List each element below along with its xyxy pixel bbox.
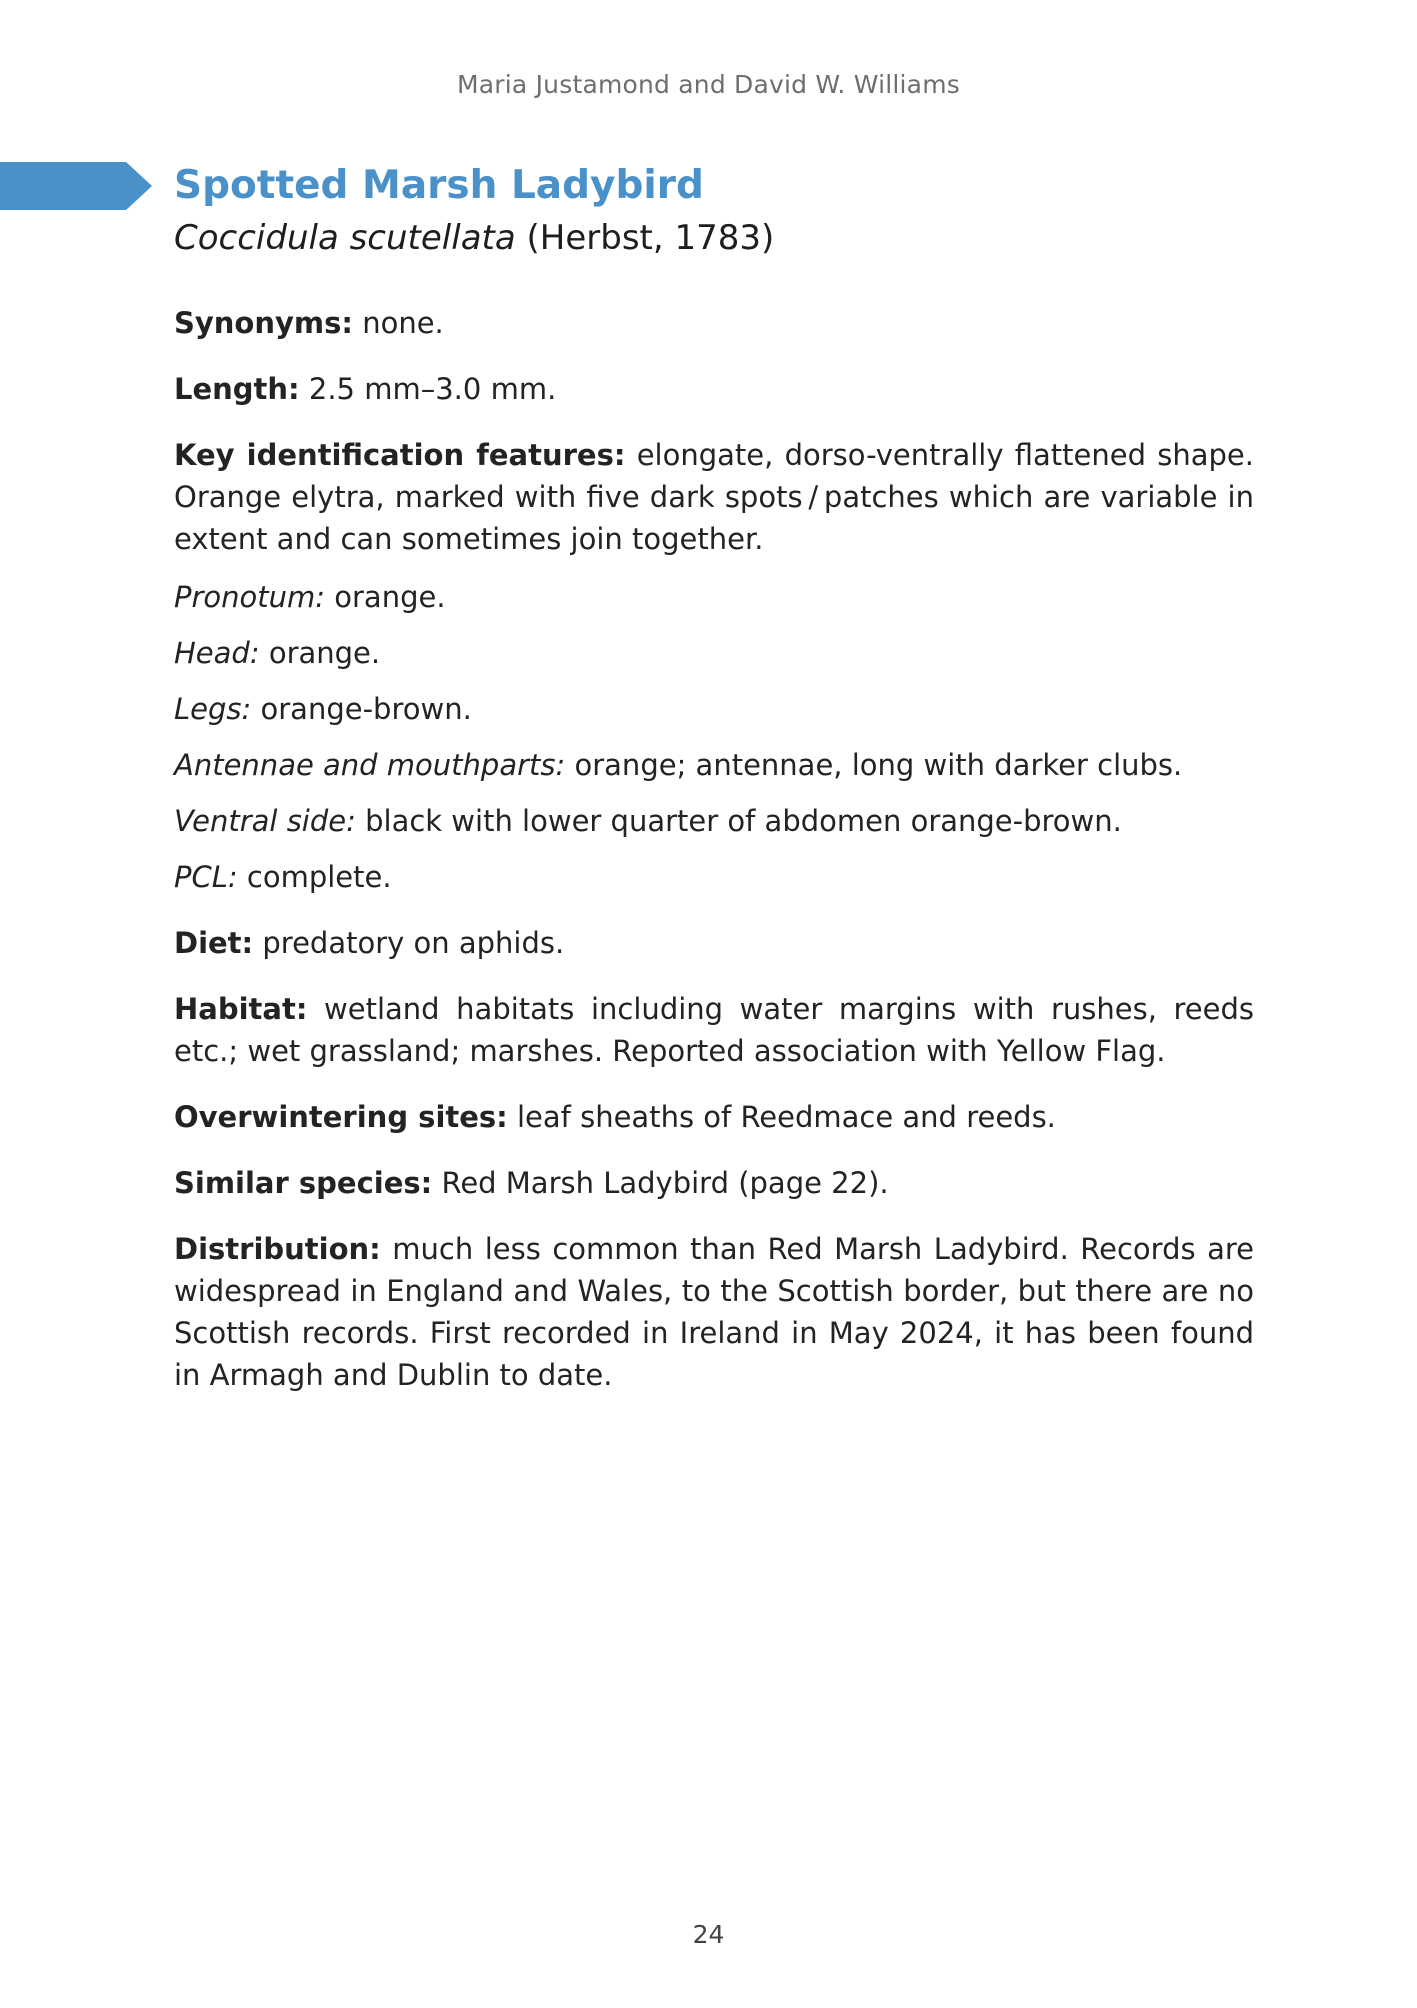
diet-label: Diet:	[174, 926, 254, 960]
ventral-side-entry	[174, 800, 1254, 842]
species-description	[174, 302, 1254, 1420]
species-title-block	[174, 162, 1254, 260]
synonyms-value: none.	[362, 306, 444, 340]
length-value: 2.5 mm–3.0 mm.	[308, 372, 557, 406]
distribution-label: Distribution:	[174, 1232, 381, 1266]
legs-label: Legs:	[174, 692, 252, 726]
pronotum-label: Pronotum:	[174, 580, 326, 614]
section-arrow-marker	[0, 162, 152, 210]
pcl-entry	[174, 856, 1254, 898]
pcl-label: PCL:	[174, 860, 238, 894]
overwintering-value: leaf sheaths of Reedmace and reeds.	[517, 1100, 1056, 1134]
head-value: orange.	[268, 636, 381, 670]
synonyms-entry	[174, 302, 1254, 344]
habitat-entry	[174, 988, 1254, 1072]
pronotum-entry	[174, 576, 1254, 618]
pronotum-value: orange.	[334, 580, 446, 614]
pcl-value: complete.	[246, 860, 392, 894]
species-authority: (Herbst, 1783)	[526, 218, 775, 258]
overwintering-label: Overwintering sites:	[174, 1100, 508, 1134]
habitat-label: Habitat:	[174, 992, 308, 1026]
similar-species-label: Similar species:	[174, 1166, 433, 1200]
distribution-entry	[174, 1228, 1254, 1396]
diet-value: predatory on aphids.	[262, 926, 565, 960]
head-entry	[174, 632, 1254, 674]
antennae-value: orange; antennae, long with darker clubs.	[574, 748, 1183, 782]
similar-species-entry	[174, 1162, 1254, 1204]
key-features-entry	[174, 434, 1254, 560]
similar-species-value: Red Marsh Ladybird (page 22).	[441, 1166, 889, 1200]
habitat-value: wetland habitats including water margins with rushes, reeds etc.; wet grassland; marshes. Reported association with Yellow Flag.	[174, 992, 1254, 1068]
antennae-entry	[174, 744, 1254, 786]
key-features-value: elongate, dorso-ventrally flattened shape. Orange elytra, marked with five dark spots / patches which are variable in extent and can sometimes join together.	[174, 438, 1254, 556]
overwintering-entry	[174, 1096, 1254, 1138]
running-header: Maria Justamond and David W. Williams	[457, 70, 960, 99]
length-label: Length:	[174, 372, 300, 406]
species-scientific-name-line	[174, 216, 1254, 260]
distribution-value: much less common than Red Marsh Ladybird. Records are widespread in England and Wales, to the Scottish border, but there are no Scottish records. First recorded in Ireland in May 2024, it has been found in Armagh and Dublin to date.	[174, 1232, 1254, 1392]
page-number: 24	[692, 1920, 725, 1949]
ventral-side-label: Ventral side:	[174, 804, 356, 838]
legs-entry	[174, 688, 1254, 730]
diet-entry	[174, 922, 1254, 964]
species-scientific-name: Coccidula scutellata	[174, 218, 516, 258]
synonyms-label: Synonyms:	[174, 306, 353, 340]
species-common-name: Spotted Marsh Ladybird	[174, 163, 704, 208]
key-features-label: Key identification features:	[174, 438, 626, 472]
legs-value: orange-brown.	[260, 692, 472, 726]
antennae-label: Antennae and mouthparts:	[174, 748, 566, 782]
ventral-side-value: black with lower quarter of abdomen orange-brown.	[365, 804, 1122, 838]
length-entry	[174, 368, 1254, 410]
head-label: Head:	[174, 636, 260, 670]
